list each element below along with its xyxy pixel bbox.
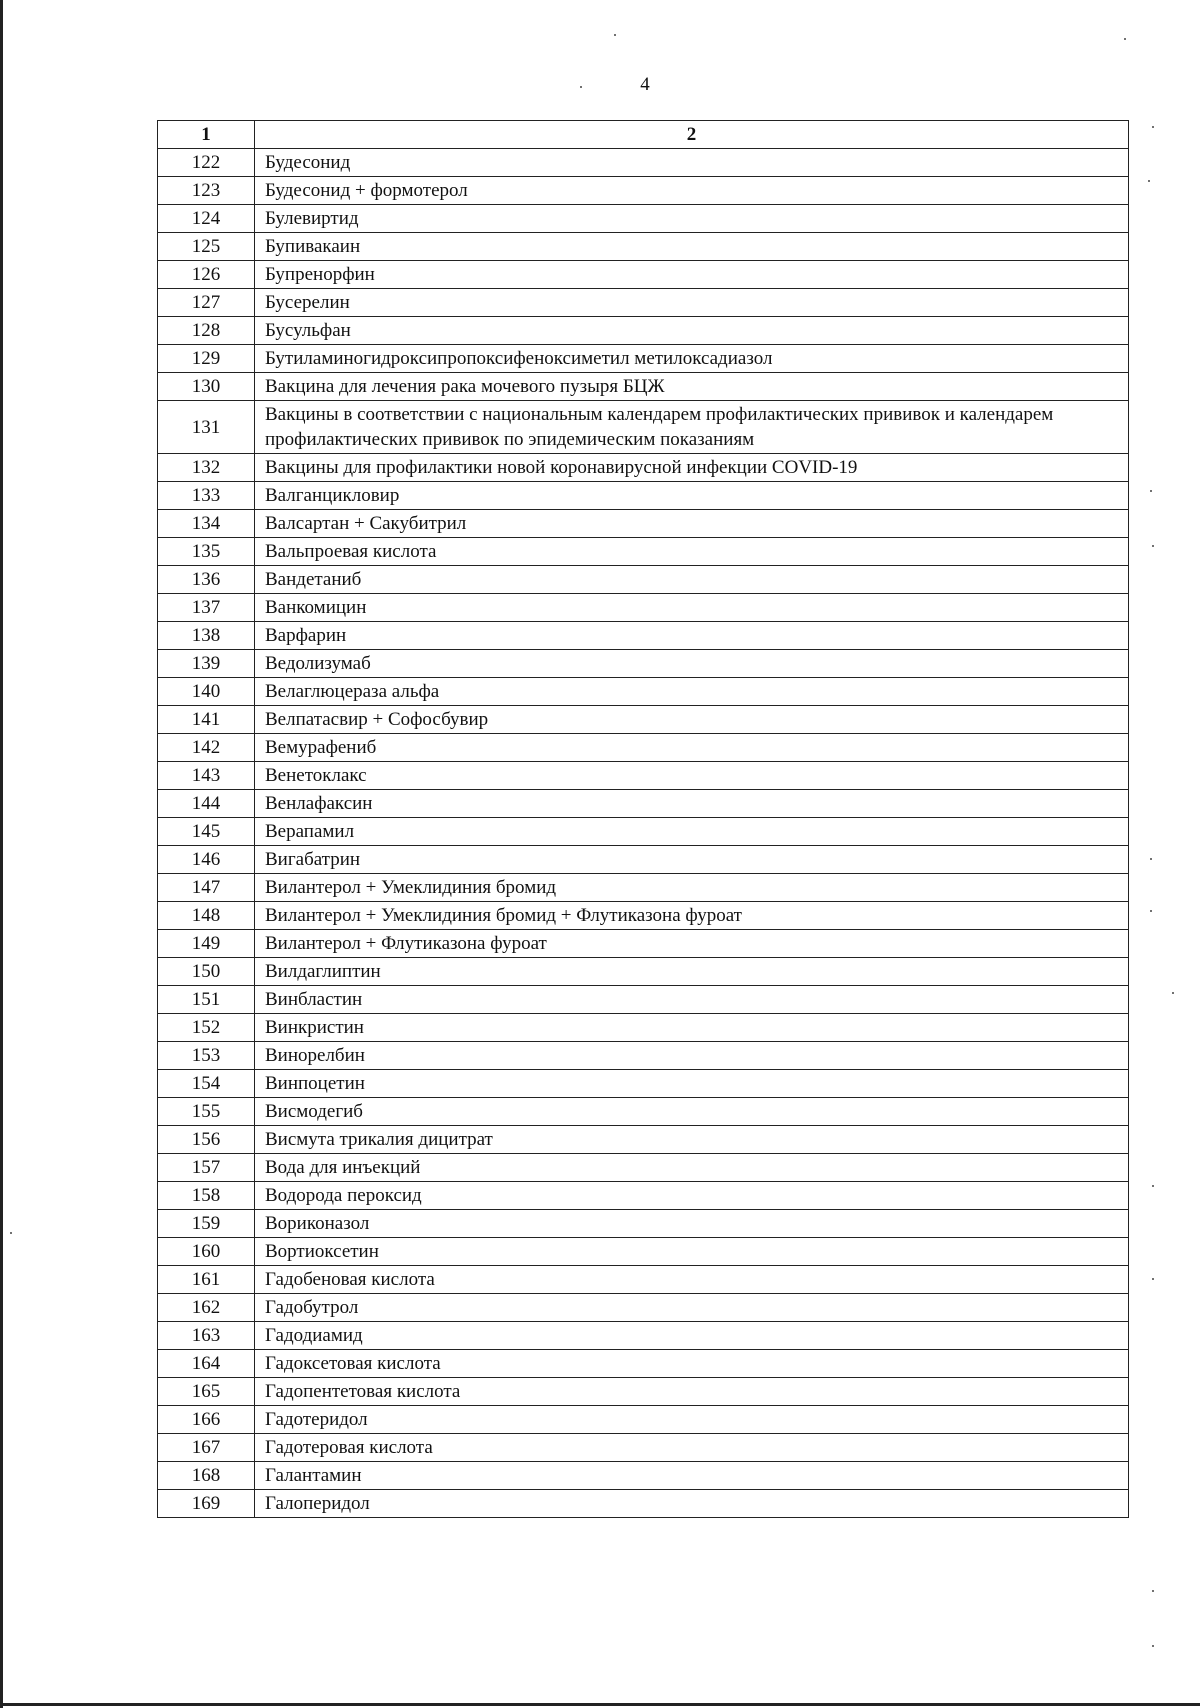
drug-name: Ванкомицин xyxy=(255,594,1129,622)
row-number: 130 xyxy=(158,373,255,401)
table-row xyxy=(158,1378,1129,1406)
drug-name: Вемурафениб xyxy=(255,734,1129,762)
scan-speck xyxy=(1150,858,1152,860)
table-row xyxy=(158,678,1129,706)
row-number: 165 xyxy=(158,1378,255,1406)
drug-name: Вортиоксетин xyxy=(255,1238,1129,1266)
drug-name: Винбластин xyxy=(255,986,1129,1014)
row-number: 144 xyxy=(158,790,255,818)
drug-name: Ведолизумаб xyxy=(255,650,1129,678)
scan-speck xyxy=(1152,1278,1154,1280)
row-number: 169 xyxy=(158,1490,255,1518)
drug-name: Бусульфан xyxy=(255,317,1129,345)
row-number: 149 xyxy=(158,930,255,958)
row-number: 131 xyxy=(158,401,255,454)
table-row xyxy=(158,1238,1129,1266)
row-number: 138 xyxy=(158,622,255,650)
row-number: 123 xyxy=(158,177,255,205)
scan-speck xyxy=(1124,38,1126,40)
table-row xyxy=(158,594,1129,622)
drug-name: Галантамин xyxy=(255,1462,1129,1490)
row-number: 136 xyxy=(158,566,255,594)
drug-name: Водорода пероксид xyxy=(255,1182,1129,1210)
row-number: 143 xyxy=(158,762,255,790)
row-number: 133 xyxy=(158,482,255,510)
table-row xyxy=(158,1126,1129,1154)
row-number: 151 xyxy=(158,986,255,1014)
row-number: 129 xyxy=(158,345,255,373)
table-row xyxy=(158,1322,1129,1350)
table-body xyxy=(158,149,1129,1518)
table-row xyxy=(158,1210,1129,1238)
table-row xyxy=(158,373,1129,401)
drug-list-table-wrapper xyxy=(157,120,1129,1518)
row-number: 154 xyxy=(158,1070,255,1098)
drug-name: Вандетаниб xyxy=(255,566,1129,594)
row-number: 137 xyxy=(158,594,255,622)
table-row xyxy=(158,482,1129,510)
drug-name: Вигабатрин xyxy=(255,846,1129,874)
row-number: 162 xyxy=(158,1294,255,1322)
drug-name: Бупивакаин xyxy=(255,233,1129,261)
drug-name: Варфарин xyxy=(255,622,1129,650)
drug-name: Вилдаглиптин xyxy=(255,958,1129,986)
table-row xyxy=(158,205,1129,233)
drug-name: Вилантерол + Флутиказона фуроат xyxy=(255,930,1129,958)
row-number: 152 xyxy=(158,1014,255,1042)
row-number: 168 xyxy=(158,1462,255,1490)
row-number: 148 xyxy=(158,902,255,930)
table-row xyxy=(158,289,1129,317)
table-row xyxy=(158,177,1129,205)
table-row xyxy=(158,261,1129,289)
table-row xyxy=(158,902,1129,930)
row-number: 139 xyxy=(158,650,255,678)
drug-name: Гадодиамид xyxy=(255,1322,1129,1350)
drug-name: Булевиртид xyxy=(255,205,1129,233)
drug-name: Венлафаксин xyxy=(255,790,1129,818)
drug-name: Гадопентетовая кислота xyxy=(255,1378,1129,1406)
row-number: 125 xyxy=(158,233,255,261)
drug-name: Гадотеровая кислота xyxy=(255,1434,1129,1462)
drug-name: Вилантерол + Умеклидиния бромид xyxy=(255,874,1129,902)
table-row xyxy=(158,538,1129,566)
table-row xyxy=(158,1434,1129,1462)
row-number: 147 xyxy=(158,874,255,902)
scan-bottom-edge xyxy=(0,1703,1200,1706)
row-number: 160 xyxy=(158,1238,255,1266)
table-row xyxy=(158,1462,1129,1490)
column-header-name: 2 xyxy=(255,121,1129,149)
scan-left-edge xyxy=(0,0,3,1708)
scan-speck xyxy=(1152,126,1154,128)
row-number: 134 xyxy=(158,510,255,538)
row-number: 124 xyxy=(158,205,255,233)
row-number: 122 xyxy=(158,149,255,177)
table-row xyxy=(158,1098,1129,1126)
table-row xyxy=(158,233,1129,261)
table-row xyxy=(158,317,1129,345)
row-number: 161 xyxy=(158,1266,255,1294)
row-number: 156 xyxy=(158,1126,255,1154)
row-number: 153 xyxy=(158,1042,255,1070)
table-row xyxy=(158,149,1129,177)
drug-name: Гадотеридол xyxy=(255,1406,1129,1434)
drug-name: Будесонид + формотерол xyxy=(255,177,1129,205)
table-row xyxy=(158,401,1129,454)
drug-name: Винпоцетин xyxy=(255,1070,1129,1098)
table-row xyxy=(158,874,1129,902)
drug-name: Будесонид xyxy=(255,149,1129,177)
drug-name: Вода для инъекций xyxy=(255,1154,1129,1182)
row-number: 146 xyxy=(158,846,255,874)
table-row xyxy=(158,1070,1129,1098)
table-row xyxy=(158,818,1129,846)
table-row xyxy=(158,1490,1129,1518)
drug-name: Верапамил xyxy=(255,818,1129,846)
table-row xyxy=(158,1154,1129,1182)
drug-name: Вакцины в соответствии с национальным календарем профилактических прививок и календарем профилактических прививок по эпидемическим показаниям xyxy=(255,401,1129,454)
row-number: 135 xyxy=(158,538,255,566)
row-number: 166 xyxy=(158,1406,255,1434)
table-row xyxy=(158,846,1129,874)
row-number: 145 xyxy=(158,818,255,846)
row-number: 158 xyxy=(158,1182,255,1210)
drug-name: Вакцина для лечения рака мочевого пузыря БЦЖ xyxy=(255,373,1129,401)
table-row xyxy=(158,650,1129,678)
table-row xyxy=(158,734,1129,762)
drug-name: Гадоксетовая кислота xyxy=(255,1350,1129,1378)
drug-name: Валганцикловир xyxy=(255,482,1129,510)
table-row xyxy=(158,706,1129,734)
table-row xyxy=(158,1182,1129,1210)
drug-name: Галоперидол xyxy=(255,1490,1129,1518)
drug-name: Бутиламиногидроксипропоксифеноксиметил метилоксадиазол xyxy=(255,345,1129,373)
drug-name: Велпатасвир + Софосбувир xyxy=(255,706,1129,734)
scan-speck xyxy=(1150,490,1152,492)
scan-speck xyxy=(614,34,616,36)
page-number: 4 xyxy=(640,74,650,95)
row-number: 127 xyxy=(158,289,255,317)
drug-name: Бупренорфин xyxy=(255,261,1129,289)
row-number: 132 xyxy=(158,454,255,482)
table-row xyxy=(158,1266,1129,1294)
drug-name: Велаглюцераза альфа xyxy=(255,678,1129,706)
row-number: 150 xyxy=(158,958,255,986)
table-row xyxy=(158,762,1129,790)
drug-name: Вориконазол xyxy=(255,1210,1129,1238)
table-row xyxy=(158,930,1129,958)
drug-name: Вилантерол + Умеклидиния бромид + Флутиказона фуроат xyxy=(255,902,1129,930)
row-number: 140 xyxy=(158,678,255,706)
row-number: 164 xyxy=(158,1350,255,1378)
drug-name: Винорелбин xyxy=(255,1042,1129,1070)
row-number: 142 xyxy=(158,734,255,762)
drug-name: Гадобутрол xyxy=(255,1294,1129,1322)
table-row xyxy=(158,345,1129,373)
drug-name: Бусерелин xyxy=(255,289,1129,317)
table-row xyxy=(158,986,1129,1014)
row-number: 163 xyxy=(158,1322,255,1350)
scan-speck xyxy=(1152,1590,1154,1592)
table-row xyxy=(158,790,1129,818)
row-number: 167 xyxy=(158,1434,255,1462)
scan-speck xyxy=(1152,1645,1154,1647)
drug-name: Висмодегиб xyxy=(255,1098,1129,1126)
scan-speck xyxy=(1148,180,1150,182)
row-number: 141 xyxy=(158,706,255,734)
table-row xyxy=(158,454,1129,482)
scan-speck xyxy=(1152,545,1154,547)
table-row xyxy=(158,958,1129,986)
scan-speck xyxy=(1152,1185,1154,1187)
row-number: 155 xyxy=(158,1098,255,1126)
drug-name: Валсартан + Сакубитрил xyxy=(255,510,1129,538)
drug-name: Вакцины для профилактики новой коронавирусной инфекции COVID-19 xyxy=(255,454,1129,482)
scan-speck xyxy=(1150,910,1152,912)
column-header-number: 1 xyxy=(158,121,255,149)
drug-name: Вальпроевая кислота xyxy=(255,538,1129,566)
table-row xyxy=(158,1406,1129,1434)
row-number: 126 xyxy=(158,261,255,289)
scan-speck xyxy=(580,86,582,88)
row-number: 159 xyxy=(158,1210,255,1238)
row-number: 157 xyxy=(158,1154,255,1182)
scan-speck xyxy=(1172,992,1174,994)
table-row xyxy=(158,510,1129,538)
table-row xyxy=(158,1294,1129,1322)
table-row xyxy=(158,1042,1129,1070)
drug-name: Винкристин xyxy=(255,1014,1129,1042)
table-row xyxy=(158,622,1129,650)
drug-name: Венетоклакс xyxy=(255,762,1129,790)
table-header-row xyxy=(158,121,1129,149)
row-number: 128 xyxy=(158,317,255,345)
table-row xyxy=(158,566,1129,594)
table-row xyxy=(158,1014,1129,1042)
scan-speck xyxy=(10,1232,12,1234)
drug-name: Висмута трикалия дицитрат xyxy=(255,1126,1129,1154)
drug-list-table xyxy=(157,120,1129,1518)
table-row xyxy=(158,1350,1129,1378)
drug-name: Гадобеновая кислота xyxy=(255,1266,1129,1294)
